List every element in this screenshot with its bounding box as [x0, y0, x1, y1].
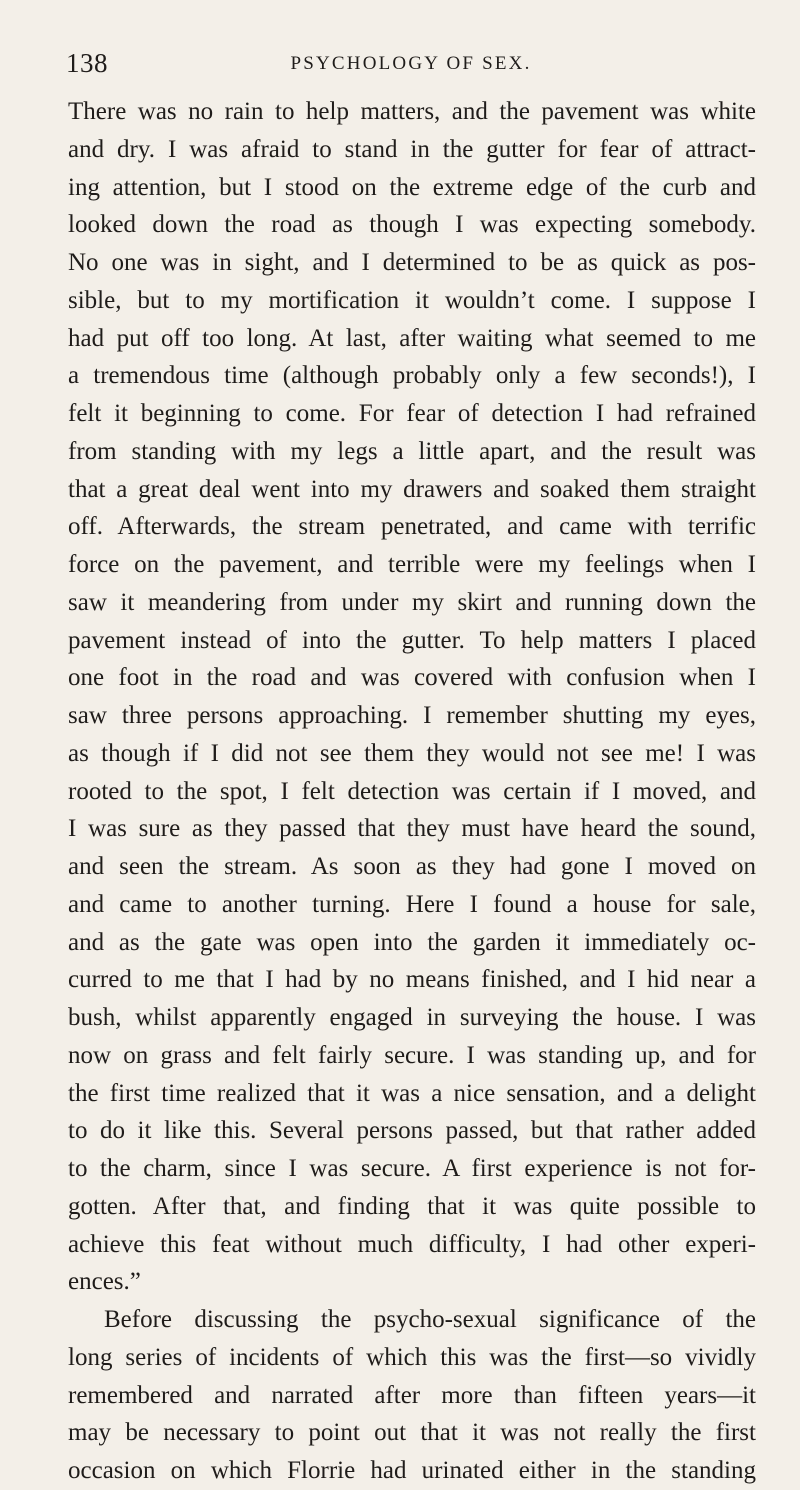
text-line: No one was in sight, and I determined to be as quick as pos-: [68, 249, 756, 276]
text-line: to the charm, since I was secure. A first experience is not for-: [68, 1155, 756, 1182]
text-line: occasion on which Florrie had urinated either in the standing: [68, 1457, 756, 1484]
text-line: now on grass and felt fairly secure. I was standing up, and for: [68, 1041, 756, 1069]
text-line: and as the gate was open into the garden it immediately oc-: [68, 928, 756, 956]
text-line: remembered and narrated after more than fifteen years—it: [68, 1381, 756, 1409]
text-line: force on the pavement, and terrible were my feelings when I: [68, 551, 756, 578]
text-line: saw three persons approaching. I remember shutting my eyes,: [68, 702, 756, 729]
text-line: and came to another turning. Here I found a house for sale,: [68, 890, 756, 918]
body-text: [68, 93, 756, 1490]
text-line: to do it like this. Several persons passed, but that rather added: [68, 1117, 756, 1145]
text-line: long series of incidents of which this was the first—so vividly: [68, 1343, 756, 1371]
text-line: rooted to the spot, I felt detection was certain if I moved, and: [68, 777, 756, 805]
text-line: I was sure as they passed that they must have heard the sound,: [68, 815, 756, 843]
text-line: the first time realized that it was a nice sensation, and a delight: [68, 1079, 756, 1107]
text-line: looked down the road as though I was expecting somebody.: [68, 211, 756, 239]
text-line: and seen the stream. As soon as they had gone I moved on: [68, 853, 756, 880]
text-line: one foot in the road and was covered with confusion when I: [68, 664, 756, 692]
running-title: PSYCHOLOGY OF SEX.: [290, 53, 532, 74]
text-line: may be necessary to point out that it was not really the first: [68, 1419, 756, 1447]
text-line: and dry. I was afraid to stand in the gutter for fear of attract-: [68, 135, 756, 163]
text-line: sible, but to my mortification it wouldn’t come. I suppose I: [68, 286, 756, 314]
running-head: [66, 48, 756, 82]
text-line: Before discussing the psycho-sexual significance of the: [104, 1306, 756, 1333]
text-line: gotten. After that, and finding that it was quite possible to: [68, 1192, 756, 1220]
text-line: off. Afterwards, the stream penetrated, and came with terrific: [68, 513, 756, 541]
text-line: bush, whilst apparently engaged in surveying the house. I was: [68, 1004, 756, 1031]
page-number: 138: [66, 48, 108, 78]
text-line: curred to me that I had by no means finished, and I hid near a: [68, 966, 756, 994]
text-line: as though if I did not see them they would not see me! I was: [68, 739, 756, 767]
text-line: that a great deal went into my drawers and soaked them straight: [68, 475, 756, 503]
text-line: from standing with my legs a little apart, and the result was: [68, 437, 756, 465]
text-line: felt it beginning to come. For fear of detection I had refrained: [68, 400, 756, 427]
text-line: pavement instead of into the gutter. To help matters I placed: [68, 626, 756, 654]
text-line: There was no rain to help matters, and the pavement was white: [68, 98, 756, 125]
text-line: had put off too long. At last, after waiting what seemed to me: [68, 324, 756, 352]
text-line: ences.”: [68, 1268, 141, 1296]
text-line: saw it meandering from under my skirt and running down the: [68, 588, 756, 616]
text-line: ing attention, but I stood on the extreme edge of the curb and: [68, 173, 756, 201]
text-line: achieve this feat without much difficulty, I had other experi-: [68, 1230, 756, 1258]
text-line: a tremendous time (although probably only a few seconds!), I: [68, 362, 756, 390]
